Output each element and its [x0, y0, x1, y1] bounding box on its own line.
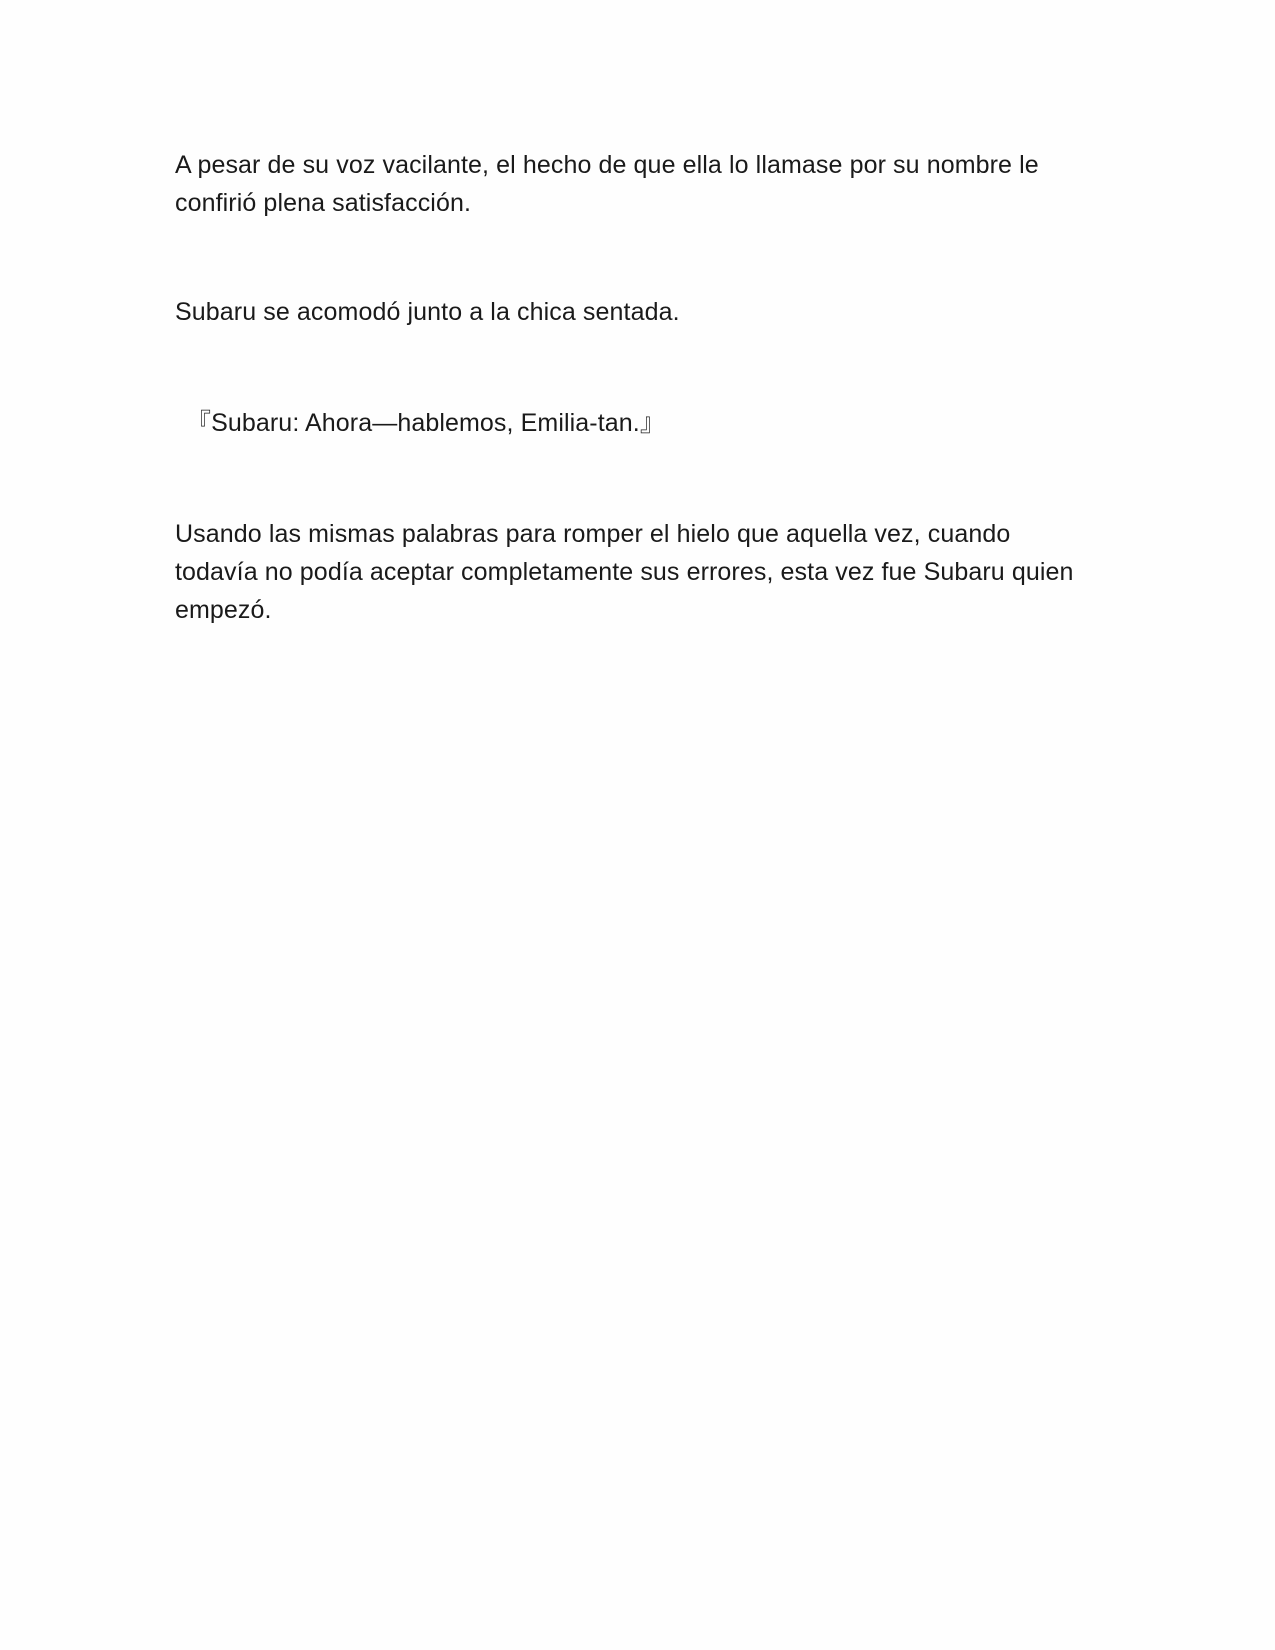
dialogue-line: 『Subaru: Ahora—hablemos, Emilia-tan.』	[186, 409, 665, 437]
paragraph-4: Usando las mismas palabras para romper el hielo que aquella vez, cuando todavía no podía aceptar completamente sus errores, esta vez fue Subaru quien empezó.	[175, 520, 1074, 624]
paragraph-2: Subaru se acomodó junto a la chica sentada.	[175, 298, 680, 326]
paragraph-1: A pesar de su voz vacilante, el hecho de que ella lo llamase por su nombre le confirió plena satisfacción.	[175, 151, 1039, 217]
